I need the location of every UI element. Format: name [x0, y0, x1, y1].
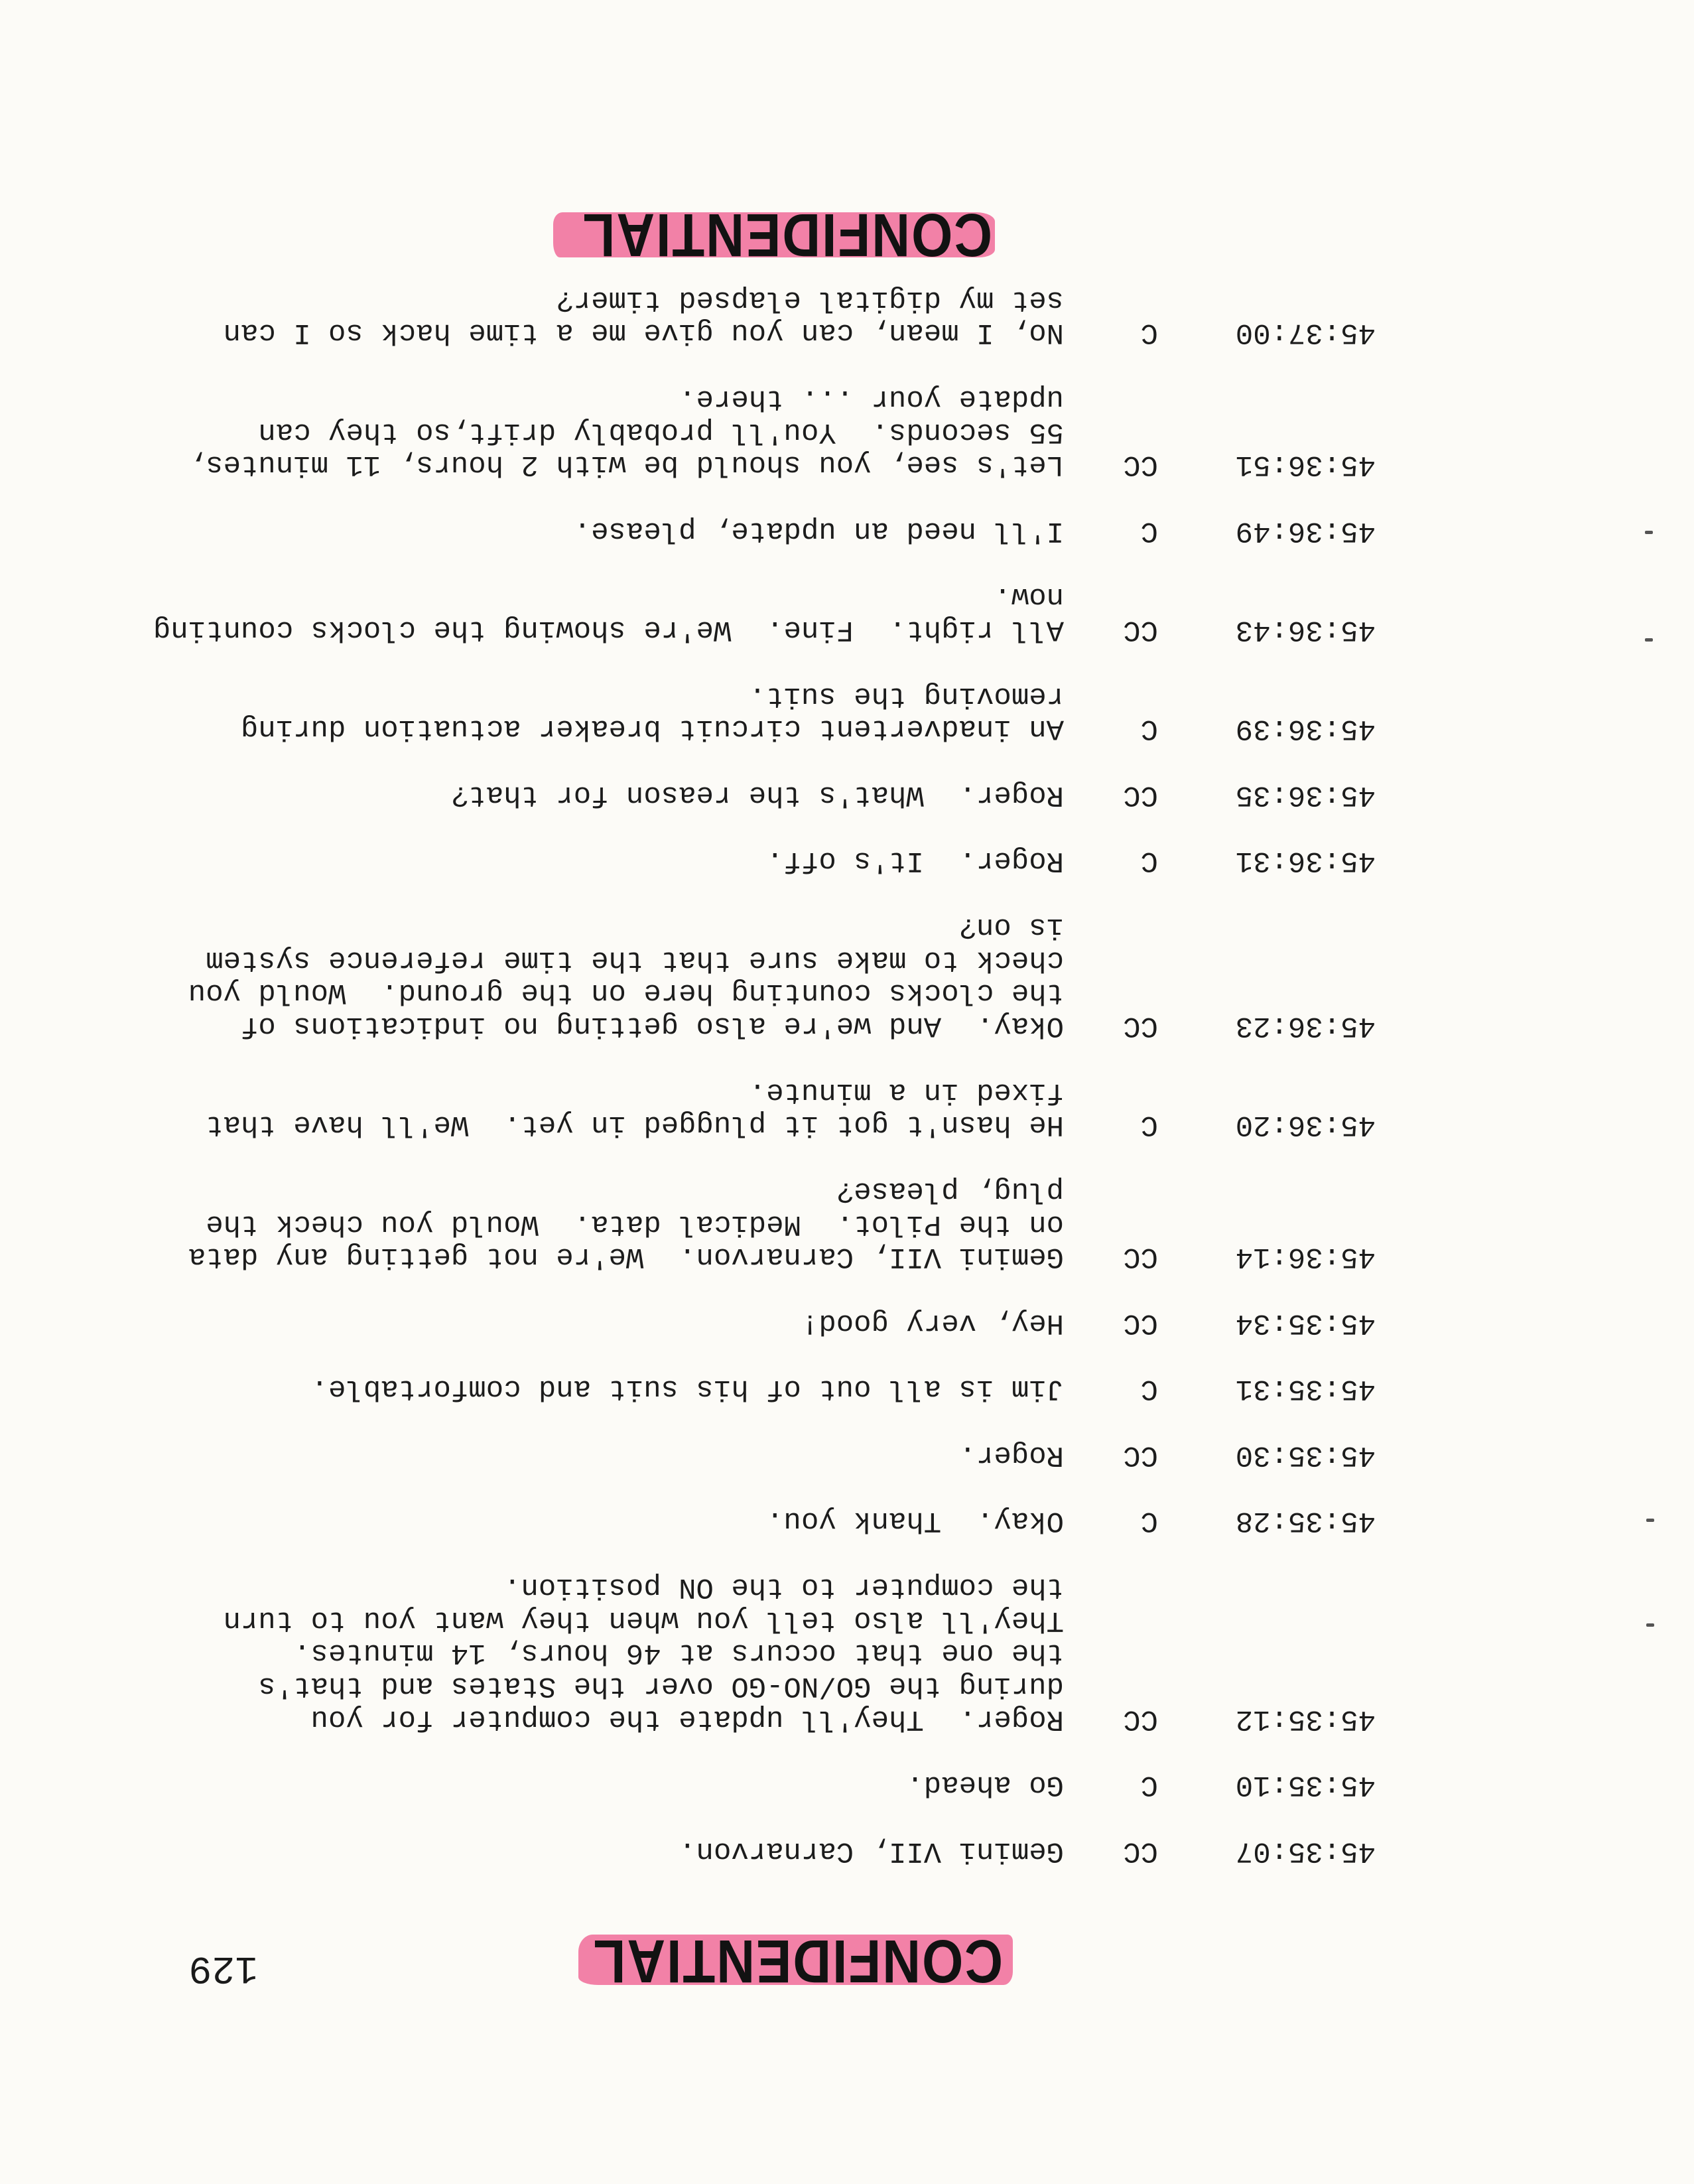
- utterance-line: Gemini VII, Carnarvon. We're not getting any data: [188, 1240, 1064, 1274]
- transcript-entry: [62, 513, 1376, 547]
- transcript-entry: [62, 381, 1376, 480]
- speaker: C: [1140, 844, 1158, 878]
- utterance-line: Roger.: [958, 1438, 1064, 1471]
- transcript-entry: [62, 1306, 1376, 1339]
- utterance-line: during the GO/NO-GO over the States and that's: [258, 1669, 1064, 1703]
- utterance: [451, 778, 1064, 811]
- utterance: [906, 1768, 1064, 1801]
- transcript-entry: [62, 910, 1376, 1042]
- utterance: [153, 580, 1064, 646]
- utterance-line: No, I mean, can you give me a time hack so I can: [223, 316, 1064, 350]
- speaker: C: [1140, 513, 1158, 547]
- utterance: [766, 1504, 1064, 1537]
- utterance: [224, 283, 1064, 349]
- utterance-line: All right. Fine. We're showing the clocks counting: [153, 613, 1064, 647]
- timestamp: 45:35:10: [1235, 1768, 1376, 1802]
- timestamp: 45:36:43: [1235, 613, 1376, 647]
- speaker: CC: [1123, 1240, 1158, 1274]
- speaker: C: [1140, 712, 1158, 746]
- utterance-line: update your ... there.: [679, 381, 1064, 415]
- utterance: [206, 1075, 1064, 1141]
- utterance: [311, 1372, 1064, 1405]
- utterance-line: fixed in a minute.: [748, 1075, 1064, 1109]
- transcript-entry: [62, 1504, 1376, 1537]
- utterance-line: Roger. It's off.: [766, 844, 1064, 878]
- speaker: CC: [1123, 778, 1158, 811]
- utterance-line: removing the suit.: [748, 679, 1064, 713]
- utterance-line: on the Pilot. Medical data. Would you check the: [206, 1207, 1064, 1241]
- timestamp: 45:36:20: [1235, 1108, 1376, 1142]
- utterance: [766, 844, 1064, 877]
- utterance-line: Okay. Thank you.: [766, 1504, 1064, 1538]
- transcript-entry: [62, 679, 1376, 745]
- transcript-entry: [62, 778, 1376, 811]
- transcript-entry: [62, 1075, 1376, 1141]
- timestamp: 45:36:31: [1235, 844, 1376, 878]
- timestamp: 45:36:49: [1235, 513, 1376, 547]
- page-number: 129: [188, 1946, 258, 1989]
- confidential-label-bottom: CONFIDENTIAL: [581, 201, 992, 269]
- utterance-line: Let's see, you should be with 2 hours, 11 minutes,: [188, 448, 1064, 482]
- timestamp: 45:35:28: [1235, 1504, 1376, 1538]
- transcript-entry: [62, 580, 1376, 646]
- timestamp: 45:35:34: [1235, 1306, 1376, 1339]
- timestamp: 45:35:31: [1235, 1372, 1376, 1406]
- speaker: CC: [1123, 1009, 1158, 1043]
- transcript-entry: [62, 1570, 1376, 1735]
- utterance: [241, 679, 1064, 745]
- timestamp: 45:36:39: [1235, 712, 1376, 746]
- utterance: [188, 1174, 1064, 1272]
- transcript-entry: [62, 1372, 1376, 1405]
- scan-mark: [1646, 1519, 1654, 1522]
- utterance: [801, 1306, 1064, 1339]
- utterance-line: is on?: [958, 910, 1064, 943]
- speaker: CC: [1123, 613, 1158, 647]
- utterance-line: They'll also tell you when they want you to turn: [223, 1603, 1064, 1637]
- utterance-line: Gemini VII, Carnarvon.: [679, 1834, 1064, 1868]
- timestamp: 45:36:35: [1235, 778, 1376, 811]
- utterance-line: now.: [994, 580, 1064, 614]
- scan-mark: [1645, 638, 1653, 642]
- speaker: CC: [1123, 1702, 1158, 1736]
- utterance-line: the one that occurs at 46 hours, 14 minutes.: [293, 1636, 1064, 1670]
- speaker: CC: [1123, 1834, 1158, 1868]
- utterance: [188, 910, 1064, 1042]
- utterance-line: Roger. They'll update the computer for you: [310, 1702, 1064, 1736]
- speaker: CC: [1123, 1438, 1158, 1471]
- timestamp: 45:35:07: [1235, 1834, 1376, 1868]
- timestamp: 45:36:51: [1235, 448, 1376, 482]
- utterance-line: Roger. What's the reason for that?: [450, 778, 1064, 811]
- utterance-line: Jim is all out of his suit and comfortable.: [310, 1372, 1064, 1406]
- utterance-line: He hasn't got it plugged in yet. We'll have that: [206, 1108, 1064, 1142]
- utterance-line: Go ahead.: [906, 1768, 1064, 1802]
- confidential-stamp-top: [578, 1927, 1013, 1996]
- utterance-line: Hey, very good!: [801, 1306, 1064, 1339]
- scan-mark: [1646, 1623, 1654, 1627]
- utterance: [679, 1834, 1064, 1867]
- transcript-entry: [62, 1834, 1376, 1867]
- speaker: CC: [1123, 448, 1158, 482]
- timestamp: 45:35:30: [1235, 1438, 1376, 1471]
- speaker: C: [1140, 1108, 1158, 1142]
- speaker: C: [1140, 1372, 1158, 1406]
- utterance-line: An inadvertent circuit breaker actuation during: [240, 712, 1064, 746]
- utterance-line: the computer to the ON position.: [503, 1570, 1064, 1604]
- utterance-line: plug, please?: [836, 1174, 1064, 1207]
- timestamp: 45:36:23: [1235, 1009, 1376, 1043]
- utterance-line: the clocks counting here on the ground. Would you: [188, 976, 1064, 1010]
- confidential-label-top: CONFIDENTIAL: [592, 1927, 1003, 1996]
- speaker: C: [1140, 1504, 1158, 1538]
- timestamp: 45:36:14: [1235, 1240, 1376, 1274]
- timestamp: 45:37:00: [1235, 316, 1376, 350]
- utterance: [188, 381, 1064, 480]
- confidential-stamp-bottom: [553, 201, 995, 269]
- transcript-entry: [62, 1438, 1376, 1471]
- timestamp: 45:35:12: [1235, 1702, 1376, 1736]
- utterance-line: set my digital elapsed timer?: [556, 283, 1064, 316]
- utterance-line: I'll need an update, please.: [573, 513, 1064, 547]
- utterance-line: Okay. And we're also getting no indications of: [240, 1009, 1064, 1043]
- speaker: CC: [1123, 1306, 1158, 1339]
- speaker: C: [1140, 316, 1158, 350]
- utterance-line: check to make sure that the time reference system: [206, 943, 1064, 977]
- utterance-line: 55 seconds. You'll probably drift,so they can: [258, 415, 1064, 448]
- transcript-entry: [62, 844, 1376, 877]
- transcript-entry: [62, 1768, 1376, 1801]
- speaker: C: [1140, 1768, 1158, 1802]
- utterance: [959, 1438, 1064, 1471]
- transcript: [62, 249, 1376, 1867]
- utterance: [224, 1570, 1064, 1735]
- transcript-entry: [62, 1174, 1376, 1272]
- utterance: [574, 513, 1064, 547]
- scan-mark: [1645, 531, 1653, 534]
- transcript-entry: [62, 283, 1376, 349]
